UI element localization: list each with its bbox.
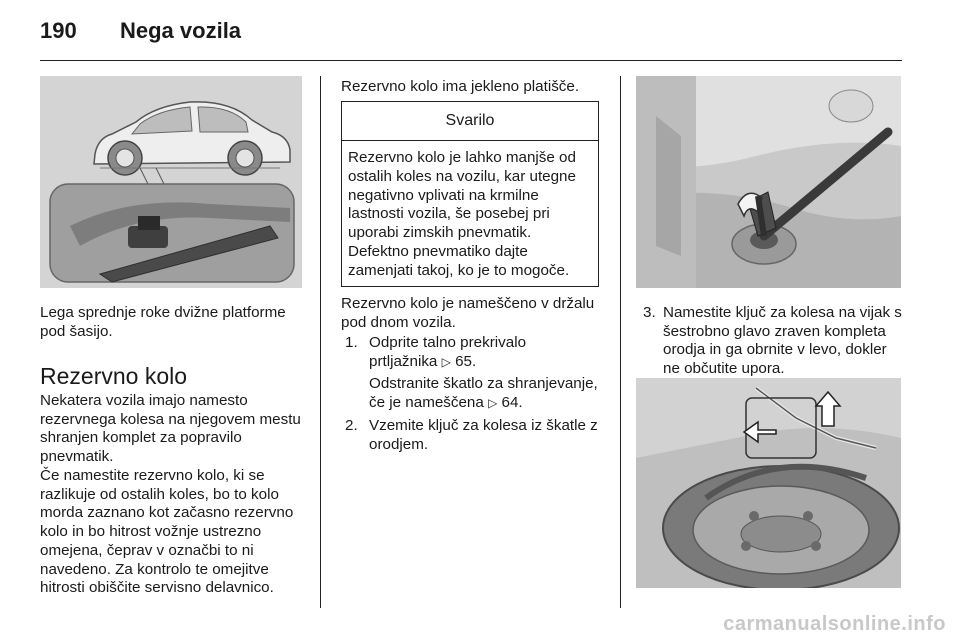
watermark: carmanualsonline.info [723,613,946,635]
step-1-text-line2: prtljažnika [369,352,438,370]
step-3-text: Namestite ključ za kolesa na vijak s šestrobno glavo zraven kompleta orodja in ga obrnite v levo, dokler ne občutite upora. [663,304,902,378]
caution-box [341,101,599,287]
step-1-sub-line2: če je nameščena [369,393,484,411]
section-heading: Rezervno kolo [40,363,188,389]
header-rule [40,60,902,61]
step-1-page-ref[interactable]: 65. [455,352,477,370]
step-1-sub-line1: Odstranite škatlo za shranjevanje, [369,375,598,392]
lift-point-illustration [40,76,302,288]
step-3-number: 3. [643,304,656,321]
step-1-number: 1. [345,334,358,351]
steel-rim-note: Rezervno kolo ima jekleno platišče. [341,78,580,95]
page-ref-arrow-icon: ▷ [488,395,498,410]
step-2-text: Vzemite ključ za kolesa iz škatle z orodjem. [369,417,598,453]
step-1-sub-page-ref[interactable]: 64. [501,393,523,411]
step-1-text-line1: Odprite talno prekrivalo [369,334,527,351]
spare-wheel-illustration [636,378,901,588]
column-divider-2 [620,76,621,608]
paragraph-location: Rezervno kolo je nameščeno v držalu pod dnom vozila. [341,295,595,331]
page-number: 190 [40,18,77,43]
caution-title: Svarilo [342,102,598,141]
wrench-on-bolt-illustration [636,76,901,288]
page-ref-arrow-icon: ▷ [441,354,451,369]
step-2-number: 2. [345,417,358,434]
paragraph-temporary-spare: Če namestite rezervno kolo, ki se razlikuje od ostalih koles, bo to kolo morda zaznano kot začasno rezervno kolo in bo hitrost vožnje ustrezno omejena, čeprav v označbi to ni navedeno. Za kontrolo te omejitve hitrosti obiščite servisno delavnico. [40,467,294,597]
column-divider-1 [320,76,321,608]
paragraph-repair-kit: Nekatera vozila imajo namesto rezervnega kolesa na njegovem mestu shranjen komplet za popravilo pnevmatik. [40,392,301,466]
caution-text: Rezervno kolo je lahko manjše od ostalih koles na vozilu, kar utegne negativno vplivati na krmilne lastnosti vozila, še posebej pri uporabi zimskih pnevmatik. Defektno pnevmatiko dajte zamenjati takoj, ko je to mogoče. [348,149,576,279]
page-title: Nega vozila [120,18,242,43]
figure-caption: Lega sprednje roke dvižne platforme pod šasijo. [40,304,286,340]
